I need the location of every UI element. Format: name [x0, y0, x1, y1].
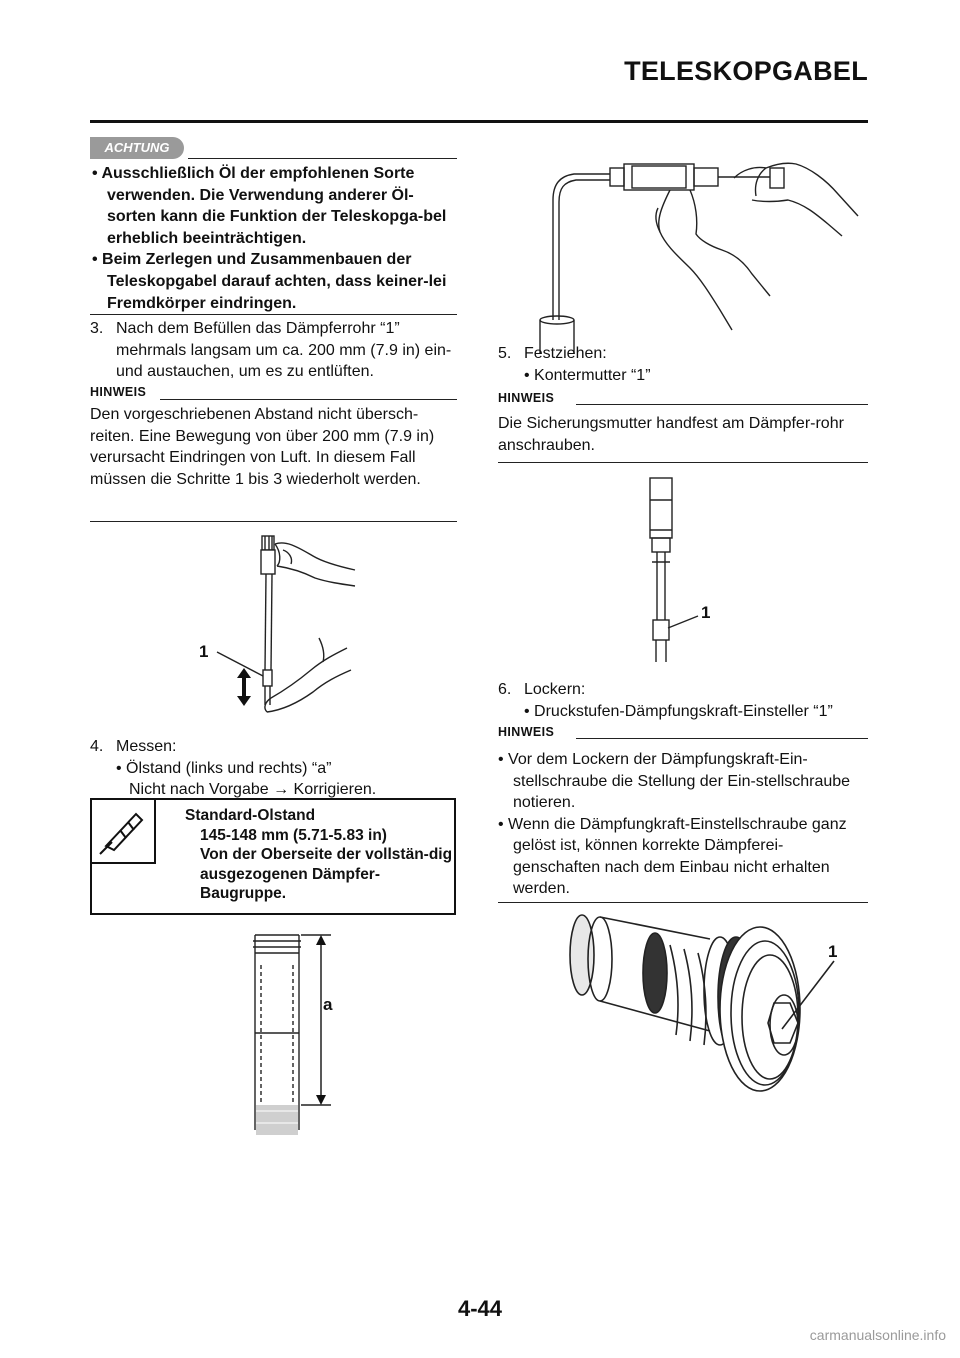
note-rule: [160, 399, 457, 400]
caution-bottom-rule: [90, 314, 457, 315]
figure-callout: 1: [828, 942, 838, 961]
step-3: [90, 318, 460, 383]
note-list: [498, 749, 868, 900]
step-number: 6.: [498, 681, 512, 698]
figure-oil-level-illustration: [235, 925, 355, 1135]
spec-note: Von der Oberseite der vollstän-dig ausgezogenen Dämpfer-Baugruppe.: [200, 846, 453, 902]
step-6: [498, 679, 868, 722]
caution-item: • Ausschließlich Öl der empfohlenen Sorte verwenden. Die Verwendung anderer Öl-sorten kann die Funktion der Teleskopga-bel erheblich beeinträchtigen.: [92, 165, 447, 247]
caution-top-rule: [188, 158, 457, 159]
spec-text: [185, 806, 453, 904]
step-action: Nicht nach Vorgabe → Korrigieren.: [129, 781, 377, 798]
caliper-icon: [90, 798, 156, 864]
note-item: • Vor dem Lockern der Dämpfungskraft-Ein-stellschraube die Stellung der Ein-stellschraube notieren.: [498, 751, 851, 811]
step-bullet: • Kontermutter “1”: [524, 366, 651, 384]
note-rule: [576, 404, 868, 405]
figure-callout: 1: [701, 603, 711, 622]
watermark: carmanualsonline.info: [809, 1327, 946, 1343]
caution-badge: ACHTUNG: [90, 137, 184, 159]
note-end-rule: [498, 902, 868, 903]
step-5: [498, 343, 868, 386]
note-rule: [576, 738, 868, 739]
note-end-rule: [90, 521, 457, 522]
note-text: Die Sicherungsmutter handfest am Dämpfer-rohr anschrauben.: [498, 415, 844, 454]
figure-compression-adjuster-illustration: [560, 905, 860, 1145]
page-title: TELESKOPGABEL: [624, 56, 868, 86]
figure-callout: 1: [199, 642, 209, 661]
note-end-rule: [498, 462, 868, 463]
caution-item: • Beim Zerlegen und Zusammenbauen der Teleskopgabel darauf achten, dass keiner-lei Fremdkörper eindringen.: [92, 251, 447, 312]
note-label: HINWEIS: [90, 385, 147, 399]
page-number: 4-44: [457, 1296, 503, 1321]
step-bullet: • Druckstufen-Dämpfungskraft-Einsteller “1”: [524, 702, 833, 720]
step-number: 3.: [90, 320, 104, 337]
step-number: 4.: [90, 738, 104, 755]
note-label: HINWEIS: [498, 725, 555, 739]
step-text: Nach dem Befüllen das Dämpferrohr “1” mehrmals langsam um ca. 200 mm (7.9 in) ein- und austauchen, um es zu entlüften.: [116, 320, 452, 380]
figure-damper-rod-illustration: [195, 530, 360, 715]
spec-title: Standard-Olstand: [185, 807, 316, 824]
header-rule: [90, 120, 868, 123]
step-bullet: • Ölstand (links und rechts) “a”: [116, 759, 332, 777]
figure-locknut-illustration: [610, 470, 730, 670]
step-title: Messen:: [116, 738, 177, 755]
figure-syringe-tool-illustration: [520, 150, 865, 360]
figure-callout: a: [323, 995, 333, 1014]
step-title: Lockern:: [524, 681, 586, 698]
caution-list: [92, 163, 462, 314]
note-text: Den vorgeschriebenen Abstand nicht übersch-reiten. Eine Bewegung von über 200 mm (7.9 in) verursacht Eindringen von Luft. In diesem Fall müssen die Schritte 1 bis 3 wiederholt werden.: [90, 406, 435, 488]
spec-value: 145-148 mm (5.71-5.83 in): [200, 826, 387, 844]
step-number: 5.: [498, 345, 512, 362]
note-label: HINWEIS: [498, 391, 555, 405]
step-title: Festziehen:: [524, 345, 607, 362]
note-item: • Wenn die Dämpfungkraft-Einstellschraube ganz gelöst ist, können korrekte Dämpferei-genschaften nach dem Einbau nicht erhalten werden.: [498, 815, 847, 897]
step-4: [90, 736, 460, 801]
